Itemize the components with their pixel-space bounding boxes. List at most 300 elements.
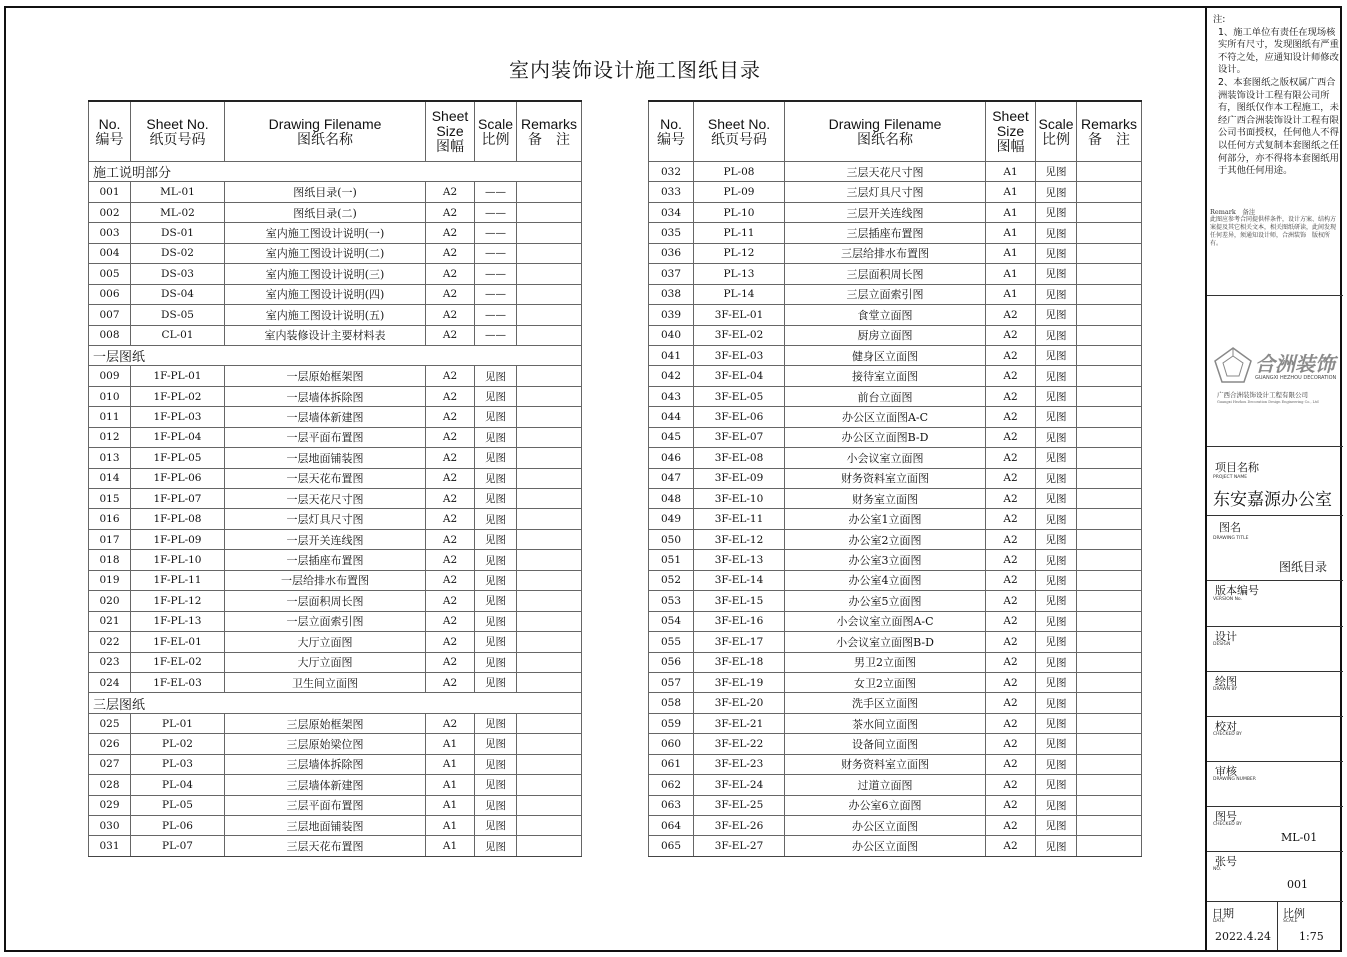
cell-size: A2 (426, 632, 475, 652)
cell-sheet-no: PL-05 (131, 795, 225, 815)
cell-size: A2 (986, 734, 1036, 754)
cell-no: 033 (649, 182, 694, 202)
cell-sheet-no: PL-09 (694, 182, 785, 202)
table-row (89, 550, 582, 570)
cell-size: A2 (986, 386, 1036, 406)
cell-filename: 过道立面图 (785, 775, 986, 795)
cell-scale: 见图 (1036, 775, 1077, 795)
cell-filename: 食堂立面图 (785, 305, 986, 325)
cell-remarks (517, 550, 582, 570)
cell-scale: 见图 (1036, 305, 1077, 325)
cell-remarks (517, 182, 582, 202)
section-row (89, 345, 582, 365)
cell-filename: 三层立面索引图 (785, 284, 986, 304)
cell-filename: 三层面积周长图 (785, 264, 986, 284)
table-row (649, 611, 1142, 631)
cell-no: 059 (649, 713, 694, 733)
table-row (89, 325, 582, 345)
header-row (649, 101, 1142, 162)
cell-remarks (1077, 713, 1142, 733)
table-row (649, 427, 1142, 447)
table-row (89, 632, 582, 652)
table-row (89, 795, 582, 815)
cell-remarks (1077, 366, 1142, 386)
cell-scale: 见图 (475, 632, 517, 652)
cell-scale: 见图 (1036, 489, 1077, 509)
cell-filename: 厨房立面图 (785, 325, 986, 345)
cell-no: 029 (89, 795, 131, 815)
cell-sheet-no: 3F-EL-01 (694, 305, 785, 325)
cell-remarks (517, 529, 582, 549)
cell-remarks (517, 509, 582, 529)
cell-scale: 见图 (475, 795, 517, 815)
cell-size: A2 (426, 202, 475, 222)
cell-remarks (1077, 672, 1142, 692)
cell-sheet-no: 3F-EL-11 (694, 509, 785, 529)
cell-filename: 三层灯具尺寸图 (785, 182, 986, 202)
table-row (649, 305, 1142, 325)
cell-remarks (517, 570, 582, 590)
table-row (649, 223, 1142, 243)
cell-remarks (1077, 243, 1142, 263)
cell-size: A1 (986, 202, 1036, 222)
notes-title: 注: (1213, 14, 1226, 25)
table-row (649, 243, 1142, 263)
cell-size: A1 (426, 775, 475, 795)
cell-sheet-no: PL-11 (694, 223, 785, 243)
cell-sheet-no: 3F-EL-12 (694, 529, 785, 549)
cell-scale: 见图 (475, 734, 517, 754)
cell-scale: 见图 (1036, 529, 1077, 549)
cell-sheet-no: DS-02 (131, 243, 225, 263)
cell-no: 055 (649, 632, 694, 652)
cell-remarks (517, 448, 582, 468)
cell-size: A2 (426, 325, 475, 345)
cell-filename: 办公区立面图B-D (785, 427, 986, 447)
cell-remarks (1077, 345, 1142, 365)
cell-filename: 一层平面布置图 (225, 427, 426, 447)
cell-no: 034 (649, 202, 694, 222)
cell-size: A2 (426, 591, 475, 611)
cell-filename: 图纸目录(一) (225, 182, 426, 202)
table-row (89, 611, 582, 631)
cell-size: A2 (986, 611, 1036, 631)
cell-sheet-no: 3F-EL-20 (694, 693, 785, 713)
cell-sheet-no: PL-14 (694, 284, 785, 304)
cell-remarks (517, 427, 582, 447)
cell-remarks (517, 489, 582, 509)
cell-sheet-no: 1F-PL-13 (131, 611, 225, 631)
cell-filename: 三层开关连线图 (785, 202, 986, 222)
cell-size: A1 (986, 223, 1036, 243)
cell-scale: 见图 (1036, 427, 1077, 447)
table-row (89, 427, 582, 447)
col-scale: Scale 比例 (475, 101, 517, 162)
date-value: 2022.4.24 (1215, 930, 1271, 943)
table-row (89, 468, 582, 488)
cell-remarks (517, 325, 582, 345)
cell-filename: 一层插座布置图 (225, 550, 426, 570)
cell-sheet-no: 1F-PL-04 (131, 427, 225, 447)
cell-no: 041 (649, 345, 694, 365)
cell-remarks (517, 591, 582, 611)
col-no: No. 编号 (649, 101, 694, 162)
cell-remarks (517, 672, 582, 692)
cell-filename: 三层墙体新建图 (225, 775, 426, 795)
table-row (89, 713, 582, 733)
cell-scale: —— (475, 182, 517, 202)
cell-no: 028 (89, 775, 131, 795)
cell-remarks (517, 407, 582, 427)
project-label-en: PROJECT NAME (1213, 475, 1248, 480)
cell-no: 043 (649, 386, 694, 406)
cell-sheet-no: DS-05 (131, 305, 225, 325)
cell-no: 012 (89, 427, 131, 447)
cell-no: 002 (89, 202, 131, 222)
cell-filename: 一层地面铺装图 (225, 448, 426, 468)
cell-scale: 见图 (1036, 795, 1077, 815)
drawing-no-label-en: CHECKED BY (1213, 822, 1242, 827)
cell-no: 046 (649, 448, 694, 468)
cell-scale: 见图 (475, 836, 517, 856)
catalog-table-right (648, 100, 1142, 857)
drawing-no-label: 图号 (1215, 810, 1237, 823)
cell-remarks (1077, 734, 1142, 754)
cell-size: A2 (986, 427, 1036, 447)
table-row (89, 202, 582, 222)
cell-scale: —— (475, 305, 517, 325)
cell-scale: 见图 (475, 509, 517, 529)
cell-sheet-no: PL-07 (131, 836, 225, 856)
cell-sheet-no: PL-13 (694, 264, 785, 284)
notes (1213, 14, 1341, 178)
cell-scale: —— (475, 243, 517, 263)
cell-size: A2 (426, 366, 475, 386)
cell-scale: 见图 (1036, 509, 1077, 529)
logo-text: 合洲装饰 (1255, 352, 1335, 376)
cell-filename: 接待室立面图 (785, 366, 986, 386)
page-title: 室内装饰设计施工图纸目录 (509, 58, 761, 82)
cell-sheet-no: 1F-PL-10 (131, 550, 225, 570)
cell-no: 065 (649, 836, 694, 856)
cell-size: A2 (986, 693, 1036, 713)
cell-size: A2 (426, 243, 475, 263)
cell-sheet-no: 1F-PL-07 (131, 489, 225, 509)
cell-remarks (1077, 264, 1142, 284)
table-row (649, 325, 1142, 345)
cell-size: A2 (986, 836, 1036, 856)
cell-scale: 见图 (475, 611, 517, 631)
cell-size: A1 (426, 754, 475, 774)
cell-sheet-no: 3F-EL-08 (694, 448, 785, 468)
cell-filename: 一层灯具尺寸图 (225, 509, 426, 529)
cell-size: A2 (426, 611, 475, 631)
cell-sheet-no: PL-06 (131, 816, 225, 836)
cell-size: A2 (426, 652, 475, 672)
table-row (649, 386, 1142, 406)
cell-filename: 一层开关连线图 (225, 529, 426, 549)
table-row (89, 264, 582, 284)
table-row (89, 652, 582, 672)
cell-scale: 见图 (1036, 182, 1077, 202)
cell-remarks (517, 734, 582, 754)
col-sheet-no: Sheet No. 纸页号码 (131, 101, 225, 162)
design-label: 设计 (1215, 630, 1237, 643)
cell-sheet-no: 1F-PL-12 (131, 591, 225, 611)
cell-scale: 见图 (1036, 223, 1077, 243)
cell-size: A2 (426, 529, 475, 549)
cell-size: A2 (426, 570, 475, 590)
cell-size: A2 (986, 529, 1036, 549)
cell-scale: —— (475, 264, 517, 284)
table-row (649, 264, 1142, 284)
review-label-en: DRAWING NUMBER (1213, 777, 1256, 782)
table-row (649, 468, 1142, 488)
cell-scale: 见图 (1036, 202, 1077, 222)
cell-no: 052 (649, 570, 694, 590)
cell-remarks (1077, 693, 1142, 713)
cell-remarks (1077, 284, 1142, 304)
cell-no: 057 (649, 672, 694, 692)
cell-remarks (517, 386, 582, 406)
cell-size: A2 (986, 795, 1036, 815)
table-row (649, 509, 1142, 529)
cell-sheet-no: DS-04 (131, 284, 225, 304)
table-row (89, 754, 582, 774)
cell-scale: 见图 (1036, 693, 1077, 713)
cell-sheet-no: 1F-PL-11 (131, 570, 225, 590)
cell-filename: 办公室6立面图 (785, 795, 986, 815)
cell-sheet-no: 1F-PL-03 (131, 407, 225, 427)
company-name: 广西合洲装饰设计工程有限公司 (1217, 391, 1308, 399)
table-row (649, 529, 1142, 549)
cell-sheet-no: 1F-EL-02 (131, 652, 225, 672)
cell-no: 058 (649, 693, 694, 713)
table-row (89, 407, 582, 427)
cell-scale: 见图 (1036, 468, 1077, 488)
cell-size: A1 (426, 795, 475, 815)
cell-size: A2 (426, 489, 475, 509)
cell-filename: 办公室1立面图 (785, 509, 986, 529)
cell-scale: —— (475, 202, 517, 222)
cell-filename: 女卫2立面图 (785, 672, 986, 692)
table-row (649, 345, 1142, 365)
col-size: Sheet Size 图幅 (986, 101, 1036, 162)
table-row (649, 652, 1142, 672)
table-row (649, 754, 1142, 774)
cell-scale: 见图 (475, 407, 517, 427)
check-label: 校对 (1215, 720, 1237, 733)
cell-no: 023 (89, 652, 131, 672)
cell-no: 013 (89, 448, 131, 468)
cell-size: A2 (986, 448, 1036, 468)
cell-filename: 卫生间立面图 (225, 672, 426, 692)
cell-scale: 见图 (475, 550, 517, 570)
cell-scale: 见图 (1036, 632, 1077, 652)
cell-size: A1 (986, 162, 1036, 182)
cell-remarks (1077, 407, 1142, 427)
cell-scale: 见图 (475, 448, 517, 468)
cell-filename: 茶水间立面图 (785, 713, 986, 733)
cell-scale: 见图 (475, 672, 517, 692)
cell-size: A2 (986, 652, 1036, 672)
cell-no: 053 (649, 591, 694, 611)
cell-size: A2 (426, 182, 475, 202)
cell-sheet-no: 1F-PL-05 (131, 448, 225, 468)
cell-filename: 一层原始框架图 (225, 366, 426, 386)
cell-scale: 见图 (1036, 325, 1077, 345)
cell-sheet-no: 1F-PL-02 (131, 386, 225, 406)
cell-no: 015 (89, 489, 131, 509)
review-label: 审核 (1215, 765, 1237, 778)
cell-no: 047 (649, 468, 694, 488)
table-row (649, 550, 1142, 570)
cell-filename: 办公室5立面图 (785, 591, 986, 611)
cell-remarks (1077, 325, 1142, 345)
section-title: 一层图纸 (89, 345, 582, 365)
cell-sheet-no: 3F-EL-18 (694, 652, 785, 672)
table-row (89, 591, 582, 611)
cell-filename: 大厅立面图 (225, 632, 426, 652)
cell-no: 042 (649, 366, 694, 386)
table-row (89, 305, 582, 325)
cell-sheet-no: CL-01 (131, 325, 225, 345)
col-scale: Scale 比例 (1036, 101, 1077, 162)
cell-remarks (1077, 182, 1142, 202)
col-size: Sheet Size 图幅 (426, 101, 475, 162)
cell-size: A2 (986, 305, 1036, 325)
cell-filename: 洗手区立面图 (785, 693, 986, 713)
cell-filename: 办公室3立面图 (785, 550, 986, 570)
cell-remarks (1077, 468, 1142, 488)
table-row (649, 489, 1142, 509)
scale-label-en: SCALE (1283, 919, 1298, 924)
cell-filename: 男卫2立面图 (785, 652, 986, 672)
cell-no: 025 (89, 713, 131, 733)
check-label-en: CHECKED BY (1213, 732, 1242, 737)
cell-remarks (517, 264, 582, 284)
table-row (89, 570, 582, 590)
cell-scale: 见图 (1036, 591, 1077, 611)
cell-no: 010 (89, 386, 131, 406)
cell-size: A2 (986, 754, 1036, 774)
remark (1210, 208, 1340, 248)
cell-sheet-no: 3F-EL-03 (694, 345, 785, 365)
table-row (649, 591, 1142, 611)
cell-scale: 见图 (475, 570, 517, 590)
cell-no: 022 (89, 632, 131, 652)
cell-filename: 一层天花尺寸图 (225, 489, 426, 509)
cell-sheet-no: PL-08 (694, 162, 785, 182)
cell-filename: 小会议室立面图A-C (785, 611, 986, 631)
cell-filename: 室内施工图设计说明(二) (225, 243, 426, 263)
cell-no: 005 (89, 264, 131, 284)
cell-scale: 见图 (1036, 734, 1077, 754)
design-label-en: DESIGN (1213, 642, 1231, 647)
cell-filename: 设备间立面图 (785, 734, 986, 754)
cell-no: 049 (649, 509, 694, 529)
cell-sheet-no: 3F-EL-02 (694, 325, 785, 345)
cell-size: A2 (986, 550, 1036, 570)
cell-scale: 见图 (1036, 754, 1077, 774)
cell-no: 018 (89, 550, 131, 570)
cell-remarks (1077, 202, 1142, 222)
cell-sheet-no: PL-01 (131, 713, 225, 733)
cell-remarks (517, 816, 582, 836)
cell-remarks (1077, 836, 1142, 856)
cell-no: 027 (89, 754, 131, 774)
cell-sheet-no: 3F-EL-09 (694, 468, 785, 488)
cell-no: 001 (89, 182, 131, 202)
cell-filename: 办公区立面图 (785, 816, 986, 836)
cell-scale: 见图 (1036, 611, 1077, 631)
cell-remarks (517, 836, 582, 856)
cell-scale: 见图 (1036, 672, 1077, 692)
cell-size: A2 (426, 550, 475, 570)
cell-no: 040 (649, 325, 694, 345)
table-row (649, 816, 1142, 836)
logo-text-en: GUANGXI HEZHOU DECORATION (1255, 375, 1337, 381)
project-label: 项目名称 (1215, 461, 1259, 474)
cell-size: A2 (986, 775, 1036, 795)
cell-remarks (517, 305, 582, 325)
cell-no: 004 (89, 243, 131, 263)
cell-remarks (1077, 529, 1142, 549)
table-row (649, 202, 1142, 222)
cell-size: A2 (986, 591, 1036, 611)
drawing-no: ML-01 (1281, 831, 1318, 844)
cell-no: 050 (649, 529, 694, 549)
cell-filename: 三层天花尺寸图 (785, 162, 986, 182)
cell-scale: 见图 (475, 489, 517, 509)
cell-remarks (1077, 816, 1142, 836)
company-name-en: Guangxi Hezhou Decoration Design Engineering Co., Ltd (1217, 400, 1319, 404)
cell-no: 007 (89, 305, 131, 325)
cell-size: A1 (426, 816, 475, 836)
cell-filename: 一层墙体拆除图 (225, 386, 426, 406)
cell-no: 011 (89, 407, 131, 427)
cell-no: 038 (649, 284, 694, 304)
cell-size: A2 (426, 672, 475, 692)
cell-remarks (517, 611, 582, 631)
cell-scale: —— (475, 223, 517, 243)
cell-sheet-no: 1F-EL-03 (131, 672, 225, 692)
cell-sheet-no: 1F-PL-09 (131, 529, 225, 549)
cell-remarks (517, 366, 582, 386)
table-row (89, 366, 582, 386)
cell-sheet-no: 3F-EL-25 (694, 795, 785, 815)
table-row (89, 223, 582, 243)
cell-sheet-no: 3F-EL-21 (694, 713, 785, 733)
cell-no: 060 (649, 734, 694, 754)
cell-scale: —— (475, 284, 517, 304)
cell-sheet-no: PL-02 (131, 734, 225, 754)
cell-filename: 办公室2立面图 (785, 529, 986, 549)
cell-remarks (517, 223, 582, 243)
cell-sheet-no: 3F-EL-05 (694, 386, 785, 406)
version-label-en: VERSION No. (1213, 597, 1243, 602)
cell-scale: 见图 (1036, 264, 1077, 284)
cell-sheet-no: DS-01 (131, 223, 225, 243)
cell-filename: 室内施工图设计说明(一) (225, 223, 426, 243)
cell-size: A1 (426, 836, 475, 856)
cell-scale: 见图 (1036, 162, 1077, 182)
catalog-table-left (88, 100, 582, 857)
cell-sheet-no: ML-01 (131, 182, 225, 202)
cell-sheet-no: 3F-EL-06 (694, 407, 785, 427)
drawn-label: 绘图 (1215, 675, 1237, 688)
table-row (89, 836, 582, 856)
